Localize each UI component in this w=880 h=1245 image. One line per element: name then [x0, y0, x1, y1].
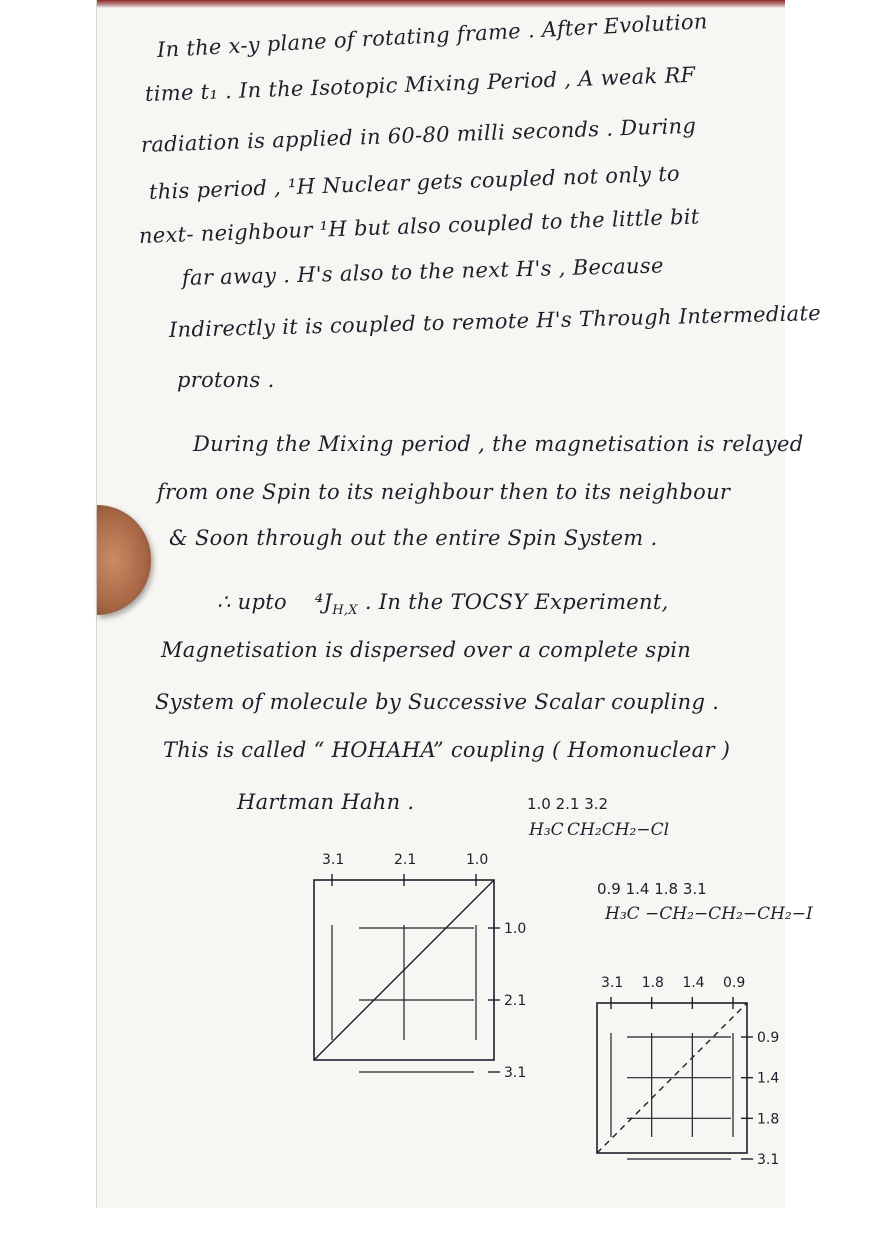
upto-prefix: ∴ upto: [217, 590, 287, 614]
top-axis-tick-label: 1.8: [641, 975, 664, 991]
top-axis-tick-label: 3.1: [322, 852, 345, 868]
paragraph-3-line-5: Hartman Hahn .: [237, 790, 415, 814]
paragraph-2-line-3: & Soon through out the entire Spin System .: [169, 526, 658, 550]
tocsy-text: . In the TOCSY Experiment,: [364, 590, 669, 614]
molecule-1-shifts: 1.0 2.1 3.2: [527, 795, 609, 813]
paragraph-1-line-7: Indirectly it is coupled to remote H's Through Intermediate: [168, 300, 822, 342]
paragraph-1-line-3: radiation is applied in 60-80 milli seconds . During: [140, 113, 697, 157]
paragraph-1-line-2: time t₁ . In the Isotopic Mixing Period , A weak RF: [144, 62, 696, 106]
paragraph-1-line-5: next- neighbour ¹H but also coupled to the little bit: [138, 204, 700, 248]
paragraph-1-line-6: far away . H's also to the next H's , Because: [181, 253, 664, 290]
top-axis-tick-label: 0.9: [723, 975, 746, 991]
coupling-subscript: H,X: [332, 603, 358, 619]
top-axis-tick-label: 1.4: [682, 975, 705, 991]
right-axis-tick-label: 3.1: [504, 1065, 527, 1081]
top-axis-tick-label: 3.1: [601, 975, 624, 991]
top-axis-tick-label: 2.1: [394, 852, 417, 868]
molecule-2-shifts: 0.9 1.4 1.8 3.1: [597, 880, 707, 898]
paragraph-3-line-2: Magnetisation is dispersed over a complete spin: [161, 638, 692, 662]
thumb-in-photo: [97, 505, 151, 615]
paragraph-3-line-1: [217, 590, 669, 618]
paragraph-2-line-2: from one Spin to its neighbour then to its neighbour: [157, 480, 731, 504]
tocsy-plot-3-spin: [302, 840, 542, 1080]
coupling-term: ⁴J: [314, 590, 333, 614]
molecule-1-formula: H₃C CH₂CH₂−Cl: [529, 820, 670, 840]
paragraph-2-line-1: During the Mixing period , the magnetisation is relayed: [193, 432, 804, 456]
right-axis-tick-label: 1.0: [504, 921, 527, 937]
right-axis-tick-label: 1.4: [757, 1070, 780, 1087]
right-axis-tick-label: 1.8: [757, 1111, 780, 1128]
right-axis-tick-label: 3.1: [757, 1152, 780, 1168]
paragraph-3-line-3: System of molecule by Successive Scalar coupling .: [155, 690, 720, 714]
molecule-2-formula: H₃C −CH₂−CH₂−CH₂−I: [605, 904, 813, 924]
notebook-page: [96, 0, 822, 1208]
paragraph-1-line-8: protons .: [177, 368, 275, 392]
tocsy-plot-4-spin: [587, 975, 817, 1205]
right-axis-tick-label: 2.1: [504, 993, 527, 1009]
paragraph-1-line-1: In the x-y plane of rotating frame . After Evolution: [156, 9, 709, 62]
paragraph-1-line-4: this period , ¹H Nuclear gets coupled not only to: [148, 161, 681, 204]
right-axis-tick-label: 0.9: [757, 1030, 780, 1046]
paragraph-3-line-4: This is called “ HOHAHA” coupling ( Homonuclear ): [163, 738, 731, 762]
top-axis-tick-label: 1.0: [466, 852, 489, 868]
